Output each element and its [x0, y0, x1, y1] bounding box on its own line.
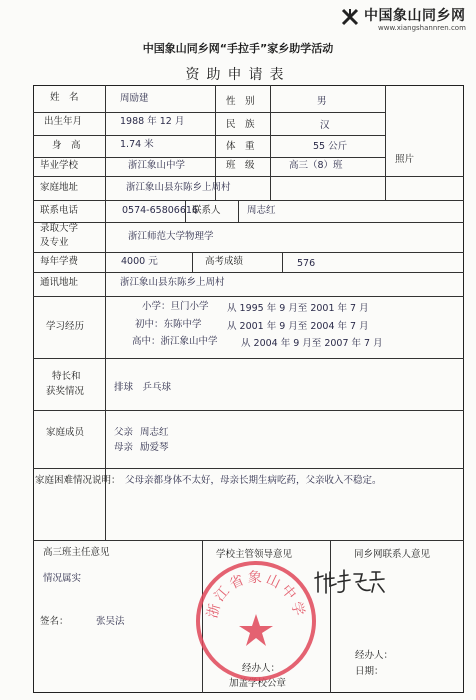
label-special-2: 获奖情况: [46, 386, 85, 397]
value-signer: 张吴法: [96, 616, 125, 627]
value-score: 576: [297, 258, 316, 269]
row-rule: [33, 272, 464, 273]
label-special-1: 特长和: [52, 371, 81, 382]
label-teacher-opinion: 高三班主任意见: [43, 547, 110, 558]
row-rule: [33, 296, 464, 297]
logo-name: 中国象山同乡网: [364, 8, 466, 24]
label-class: 班 级: [226, 160, 255, 171]
value-teacher-opinion: 情况属实: [43, 573, 82, 584]
label-leader-opinion: 学校主管领导意见: [216, 549, 293, 560]
row-rule: [33, 222, 464, 223]
label-agent: 经办人：: [242, 663, 281, 674]
col-rule: [192, 252, 193, 272]
label-admit-2: 及专业: [40, 237, 69, 248]
activity-title: 中国象山同乡网“手拉手”家乡助学活动: [142, 42, 334, 55]
label-ethnic: 民 族: [226, 119, 255, 130]
value-difficulty: 父母亲都身体不太好，母亲长期生病吃药，父亲收入不稳定。: [125, 475, 382, 486]
handwritten-signature: [314, 566, 386, 596]
value-height: 1.74 米: [120, 139, 154, 150]
label-name: 姓 名: [50, 92, 79, 103]
label-birth: 出生年月: [44, 116, 83, 127]
label-mail: 通讯地址: [40, 277, 79, 288]
label-difficulty: 家庭困难情况说明：: [35, 475, 121, 486]
family-name: 周志红: [140, 427, 169, 438]
family-relation: 父亲: [114, 427, 134, 438]
label-score: 高考成绩: [205, 256, 244, 267]
row-rule: [33, 135, 385, 136]
family-relation: 母亲: [114, 442, 134, 453]
col-rule: [282, 252, 283, 272]
svg-text:浙江省象山中学: 浙江省象山中学: [204, 569, 308, 621]
value-special: 排球 乒乓球: [114, 382, 172, 393]
study-period: 从 2004 年 9 月至 2007 年 7 月: [241, 338, 383, 349]
photo-placeholder: 照片: [395, 154, 415, 165]
row-rule: [33, 410, 464, 411]
label-phone: 联系电话: [40, 205, 79, 216]
value-name: 周励建: [120, 93, 149, 104]
study-period: 从 2001 年 9 月至 2004 年 7 月: [227, 321, 369, 332]
school-seal-stamp: [193, 558, 319, 684]
col-rule: [270, 85, 271, 200]
label-gender: 性 别: [226, 96, 255, 107]
value-ethnic: 汉: [320, 120, 330, 131]
logo-url: www.xiangshannren.com: [378, 24, 466, 32]
family-name: 励爱琴: [140, 442, 169, 453]
value-birth: 1988 年 12 月: [120, 116, 185, 127]
row-rule: [33, 252, 464, 253]
row-rule: [33, 112, 385, 113]
value-mail: 浙江象山县东陈乡上周村: [120, 277, 225, 288]
form-title: 资助申请表: [185, 67, 291, 83]
col-rule: [330, 540, 331, 693]
study-period: 从 1995 年 9 月至 2001 年 7 月: [227, 303, 369, 314]
study-school: 高中：浙江象山中学: [132, 336, 218, 347]
label-weight: 体 重: [226, 141, 255, 152]
study-school: 小学：旦门小学: [142, 301, 209, 312]
label-admit-1: 录取大学: [40, 223, 79, 234]
row-rule: [33, 200, 464, 201]
study-school: 初中：东陈中学: [135, 319, 202, 330]
label-stamp-note: 加盖学校公章: [229, 678, 287, 689]
site-logo: [340, 5, 468, 35]
value-class: 高三（8）班: [289, 160, 343, 171]
label-home: 家庭地址: [40, 182, 79, 193]
row-rule: [33, 358, 464, 359]
col-rule: [238, 200, 239, 222]
label-date: 日期：: [355, 666, 384, 677]
col-rule: [385, 85, 386, 200]
value-contact: 周志红: [247, 205, 276, 216]
xs-logo-icon: [340, 7, 360, 27]
label-contact: 联系人: [192, 205, 221, 216]
label-contact-opinion: 同乡网联系人意见: [354, 549, 431, 560]
value-home: 浙江象山县东陈乡上周村: [126, 182, 231, 193]
row-rule: [33, 157, 385, 158]
value-gender: 男: [317, 96, 327, 107]
col-rule: [105, 85, 106, 540]
label-height: 身 高: [52, 140, 81, 151]
row-rule: [33, 540, 464, 541]
label-family: 家庭成员: [46, 427, 85, 438]
value-phone: 0574-65806616: [122, 205, 198, 216]
row-rule: [33, 176, 464, 177]
label-fee: 每年学费: [40, 256, 79, 267]
row-rule: [33, 468, 464, 469]
value-admit: 浙江师范大学物理学: [128, 231, 214, 242]
label-sign: 签名：: [40, 616, 69, 627]
label-study: 学习经历: [46, 321, 85, 332]
label-agent: 经办人：: [355, 650, 394, 661]
value-fee: 4000 元: [121, 256, 158, 267]
label-school: 毕业学校: [40, 160, 79, 171]
value-weight: 55 公斤: [313, 141, 348, 152]
value-school: 浙江象山中学: [128, 160, 186, 171]
